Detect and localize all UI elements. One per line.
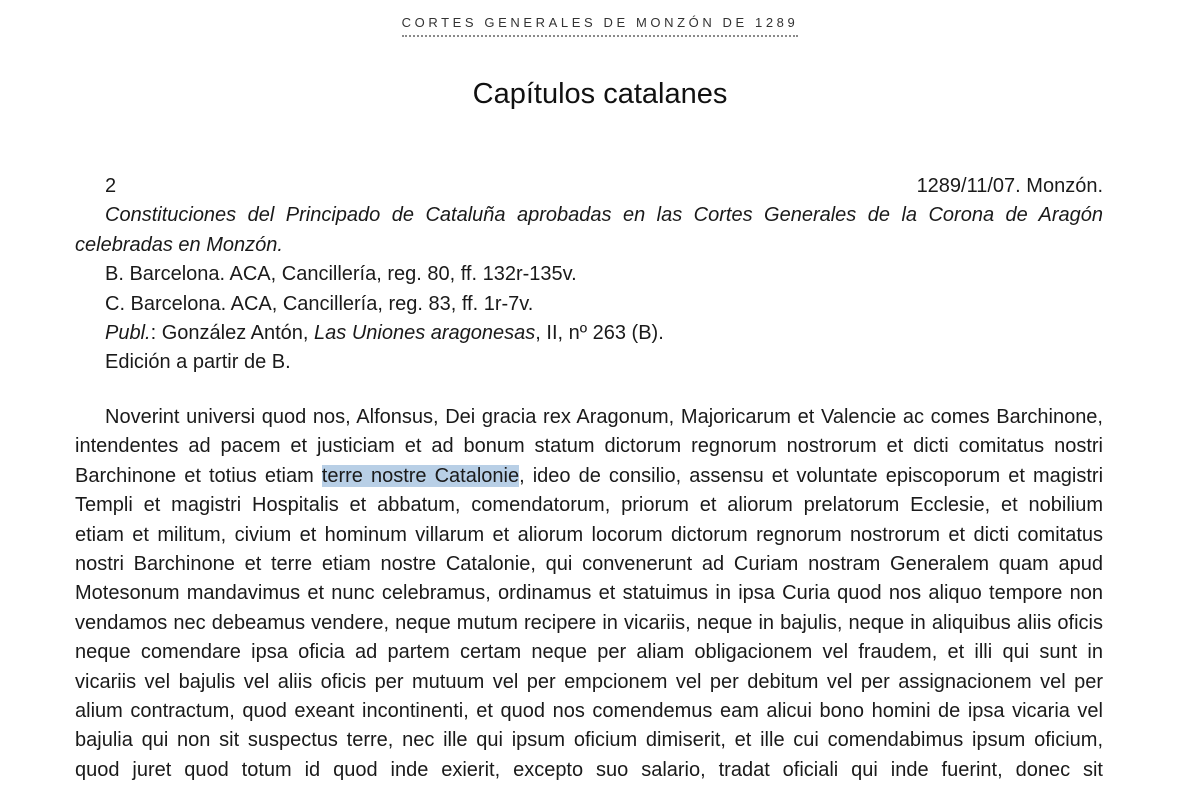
manuscript-c: C. Barcelona. ACA, Cancillería, reg. 83, ff. 1r-7v. — [105, 292, 534, 315]
text-line: vicariis vel bajulis vel aliis oficis per mutuum vel per empcionem vel per debitum vel per assignacionem vel per — [75, 670, 1103, 693]
document-summary: Constituciones del Principado de Cataluña aprobadas en las Cortes Generales de la Corona de Aragón celebradas en Monzón. — [75, 204, 1103, 256]
text-line: vendamos nec debeamus vendere, neque mutum recipere in vicariis, neque in bajulis, neque in aliquibus aliis oficis — [75, 611, 1103, 634]
document-date-place: 1289/11/07. Monzón. — [916, 175, 1103, 197]
publication-label: Publ. — [105, 322, 151, 345]
edition-note: Edición a partir de B. — [105, 351, 291, 374]
selected-text-highlight[interactable]: terre nostre Catalonie — [321, 464, 520, 487]
document-number: 2 — [105, 175, 117, 197]
text-fragment: , ideo de consilio, assensu et voluntate episcoporum et magistri — [519, 464, 1104, 487]
page-title: Capítulos catalanes — [472, 78, 728, 110]
running-title: CORTES GENERALES DE MONZÓN DE 1289 — [402, 15, 799, 37]
text-line: nostri Barchinone et terre etiam nostre Catalonie, qui convenerunt ad Curiam nostram Generalem quam apud — [75, 552, 1103, 575]
document-body — [75, 403, 1103, 785]
running-header — [0, 14, 1200, 37]
publication-work: Las Uniones aragonesas — [314, 322, 536, 345]
text-line-with-selection — [75, 462, 1103, 491]
text-line: alium contractum, quod exeant incontinenti, et quod nos comendemus eam alicui bono homini de ipsa vicaria vel — [75, 699, 1103, 722]
text-line: bajulia qui non sit suspectus terre, nec ille qui ipsum oficium dimiserit, et ille cui comendabimus ipsum oficium, — [75, 729, 1103, 752]
text-line: intendentes ad pacem et justiciam et ad bonum statum dictorum regnorum nostrorum et dicti comitatus nostri — [75, 435, 1103, 458]
text-line: quod juret quod totum id quod inde exierit, excepto suo salario, tradat oficiali qui inde fuerint, donec sit — [75, 758, 1103, 781]
text-line: etiam et militum, civium et hominum villarum et aliorum locorum dictorum regnorum nostrorum et dicti comitatus — [75, 523, 1103, 546]
document-heading-row — [75, 172, 1103, 201]
text-line: Noverint universi quod nos, Alfonsus, Dei gracia rex Aragonum, Majoricarum et Valencie ac comes Barchinone, — [105, 406, 1103, 428]
text-line: Motesonum mandavimus et nunc celebramus, ordinamus et statuimus in ipsa Curia quod nos aliquo tempore non — [75, 582, 1103, 605]
manuscript-b: B. Barcelona. ACA, Cancillería, reg. 80, ff. 132r-135v. — [105, 263, 577, 286]
text-line: neque comendare ipsa oficia ad partem certam neque per aliam obligacionem vel fraudem, et illi qui sunt in — [75, 641, 1103, 664]
publication-rest: , II, nº 263 (B). — [535, 322, 664, 345]
publication-reference — [75, 319, 1103, 348]
document-metadata — [75, 172, 1103, 378]
text-line: Templi et magistri Hospitalis et abbatum, comendatorum, priorum et aliorum prelatorum Ecclesie, et nobilium — [75, 494, 1103, 517]
publication-separator: : González Antón, — [150, 322, 315, 345]
text-fragment: Barchinone et totius etiam — [75, 464, 322, 487]
